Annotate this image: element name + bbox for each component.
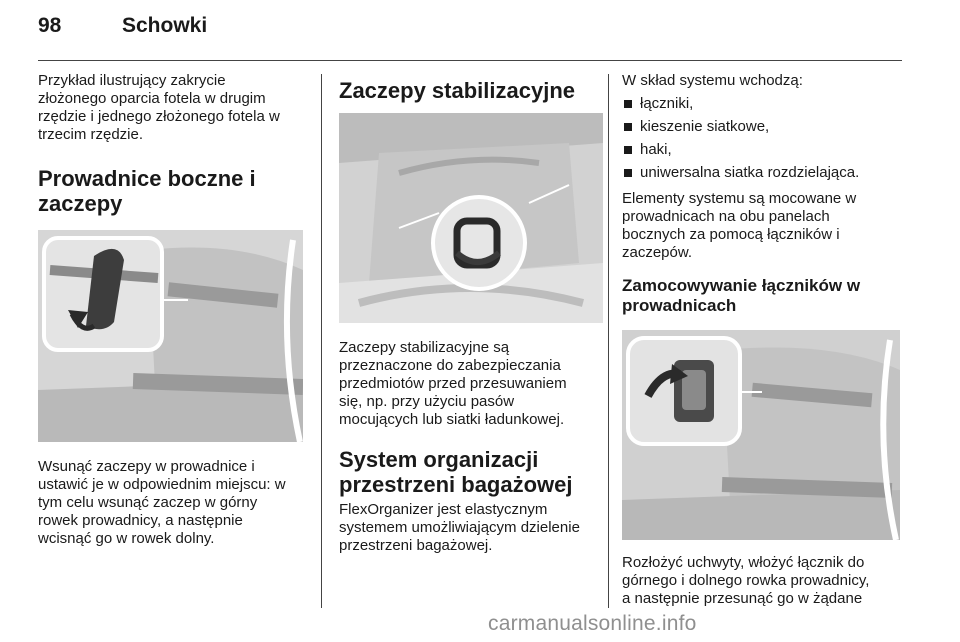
section-heading-flexorganizer: System organizacji przestrzeni bagażowej: [339, 447, 573, 497]
side-rails-illustration: [38, 230, 303, 442]
column-3: [622, 72, 902, 608]
flexorganizer-description: FlexOrganizer jest elastycznym systemem umożliwiającym dzielenie przestrzeni bagażowej.: [339, 501, 580, 554]
stabilizing-hooks-illustration: [339, 113, 603, 323]
mounting-connectors-illustration: [622, 330, 900, 540]
section-heading-stabilizing-hooks: Zaczepy stabilizacyjne: [339, 78, 575, 103]
list-item: haki,: [622, 138, 902, 161]
column-divider-2: [608, 74, 609, 608]
column-1: [38, 72, 304, 548]
page-header: [38, 14, 902, 48]
intro-paragraph: Przykład ilustrujący zakrycie złożonego oparcia fotela w drugim rzędzie i jednego złożonego fotela w trzecim rzędzie.: [38, 72, 280, 143]
watermark: carmanualsonline.info: [488, 612, 697, 635]
section-heading-mounting-connectors: Zamocowywanie łączników w prowadnicach: [622, 276, 861, 315]
list-item: kieszenie siatkowe,: [622, 115, 902, 138]
section-heading-side-rails: Prowadnice boczne i zaczepy: [38, 166, 256, 216]
stabilizing-hooks-description: Zaczepy stabilizacyjne są przeznaczone do zabezpieczania przedmiotów przed przesuwaniem się, np. przy użyciu pasów mocujących lub siatki ładunkowej.: [339, 339, 567, 428]
system-components-list: [622, 92, 902, 184]
page-number: 98: [38, 14, 62, 37]
list-item: uniwersalna siatka rozdzielająca.: [622, 161, 902, 184]
mounting-connectors-instructions: Rozłożyć uchwyty, włożyć łącznik do górnego i dolnego rowka prowadnicy, a następnie przesunąć go w żądane: [622, 554, 870, 607]
mounting-description: Elementy systemu są mocowane w prowadnicach na obu panelach bocznych za pomocą łączników i zaczepów.: [622, 190, 857, 261]
side-rails-instructions: Wsunąć zaczepy w prowadnice i ustawić je w odpowiednim miejscu: w tym celu wsunąć zaczep w górny rowek prowadnicy, a następnie wcisnąć go w rowek dolny.: [38, 458, 286, 547]
column-divider-1: [321, 74, 322, 608]
system-components-intro: W skład systemu wchodzą:: [622, 72, 803, 89]
list-item: łączniki,: [622, 92, 902, 115]
chapter-title: Schowki: [122, 14, 208, 37]
column-2: [339, 72, 605, 555]
header-divider: [38, 60, 902, 61]
